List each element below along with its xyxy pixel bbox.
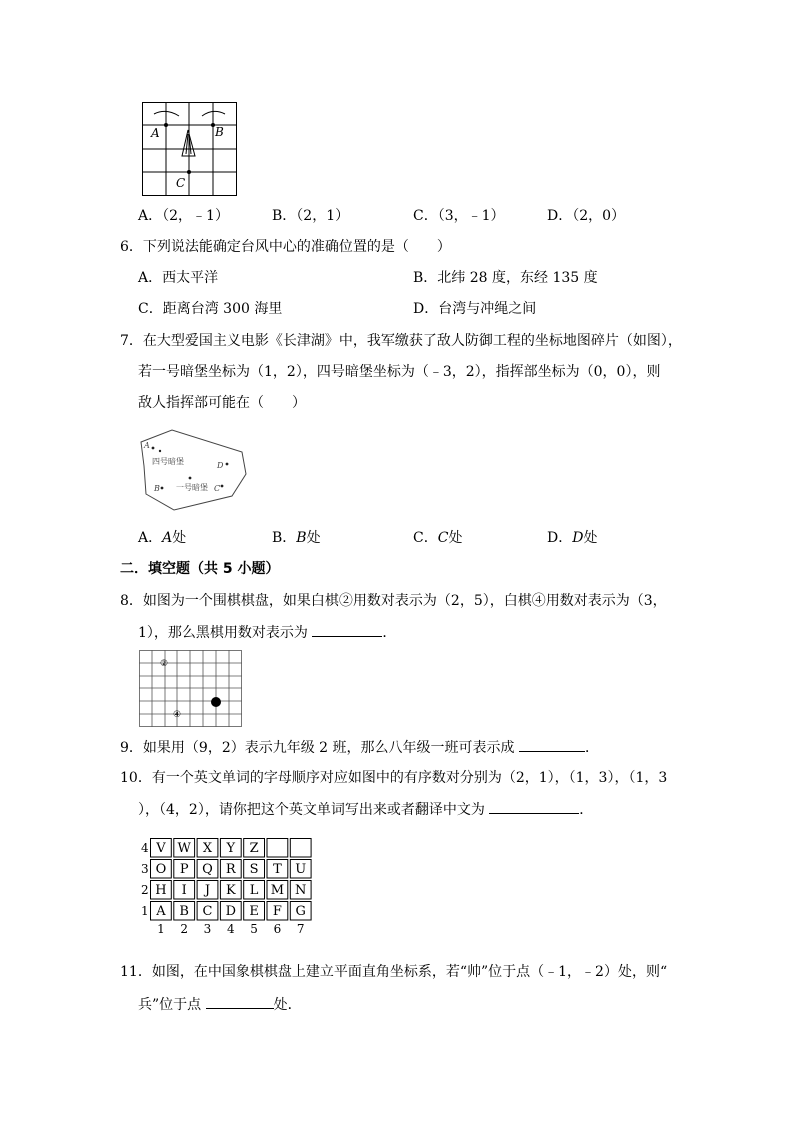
q8-go-board [139,650,243,728]
q5-option-b[interactable]: B．（2，1） [272,208,350,224]
q6-option-c[interactable]: C．距离台湾 300 海里 [138,301,283,317]
grid-row-label: 3 [141,862,149,876]
q7-option-a[interactable]: A．A处 [138,530,187,546]
map-point-b-label: B [154,484,160,493]
point-c-label: C [176,176,186,190]
grid-cell-letter: A [156,904,166,919]
grid-cell-letter: X [202,841,213,856]
grid-cell-box [290,839,311,858]
grid-cell-letter: C [202,904,213,919]
grid-cell-letter: S [249,862,259,877]
point-a-label: A [151,126,160,140]
q11-answer-blank[interactable] [206,994,274,1009]
q6-stem: 6．下列说法能确定台风中心的准确位置的是（ ） [120,239,451,255]
grid-row-label: 4 [141,841,149,855]
q6-option-d[interactable]: D．台湾与冲绳之间 [413,301,537,317]
grid-row-label: 2 [141,883,149,897]
grid-row-label: 1 [141,904,149,918]
section-2-title: 二．填空题（共 5 小题） [120,561,280,577]
q5-option-a[interactable]: A．（2，﹣1） [138,208,229,224]
grid-cell-letter: K [225,883,236,898]
q6-option-a[interactable]: A．西太平洋 [138,270,219,286]
q7-option-b[interactable]: B．B处 [272,530,321,546]
bunker-4-label: 四号暗堡 [152,457,184,466]
grid-cell-box [267,839,288,858]
bunker-1-label: 一号暗堡 [176,483,208,492]
grid-cell-letter: D [225,904,237,919]
black-stone [211,697,221,707]
grid-col-label: 1 [157,922,165,936]
q9-stem: 9．如果用（9，2）表示九年级 2 班，那么八年级一班可表示成 ． [120,737,599,758]
grid-col-label: 6 [273,922,282,936]
q7-option-c[interactable]: C．C处 [413,530,463,546]
grid-cell-letter: N [295,883,307,898]
grid-col-label: 3 [203,922,212,936]
q11-stem-line2: 兵”位于点 处． [138,994,302,1015]
q9-answer-blank[interactable] [519,737,585,752]
grid-col-label: 5 [250,922,258,936]
q7-stem-line3: 敌人指挥部可能在（ ） [138,395,306,411]
grid-cell-letter: P [179,862,189,877]
grid-cell-letter: E [249,904,259,919]
grid-cell-letter: L [249,883,259,898]
grid-col-label: 7 [296,922,305,936]
white-stone-2: ② [160,659,169,669]
point-b-label: B [215,125,224,139]
q7-map-fragment [138,428,248,512]
white-stone-4: ④ [173,710,182,720]
q7-stem-line1: 7．在大型爱国主义电影《长津湖》中，我军缴获了敌人防御工程的坐标地图碎片（如图）， [120,333,682,349]
q10-answer-blank[interactable] [489,799,579,814]
q7-option-d[interactable]: D．D处 [547,530,598,546]
grid-cell-letter: M [270,883,285,898]
map-point-d-label: D [217,461,224,470]
grid-cell-letter: Z [249,841,259,856]
grid-cell-letter: F [272,904,282,919]
grid-cell-letter: T [273,862,282,877]
grid-cell-letter: U [295,862,307,877]
grid-cell-letter: B [179,904,189,919]
q8-stem-line2: 1），那么黑棋用数对表示为 ． [138,622,396,643]
grid-cell-letter: G [295,904,306,919]
q6-option-b[interactable]: B．北纬 28 度，东经 135 度 [413,270,598,286]
grid-cell-letter: H [155,883,167,898]
q7-stem-line2: 若一号暗堡坐标为（1，2），四号暗堡坐标为（﹣3，2），指挥部坐标为（0，0），则 [138,364,661,380]
grid-cell-letter: I [181,883,187,898]
q5-option-c[interactable]: C．（3，﹣1） [413,208,505,224]
grid-col-label: 2 [180,922,189,936]
q11-stem-line1: 11．如图，在中国象棋棋盘上建立平面直角坐标系，若“帅”位于点（﹣1，﹣2）处，则“ [120,964,668,980]
grid-cell-letter: W [177,841,191,856]
q5-option-d[interactable]: D．（2，0） [547,208,626,224]
q10-stem-line2: ），（4，2），请你把这个英文单词写出来或者翻译中文为 ． [138,799,593,820]
grid-cell-letter: R [225,862,236,877]
q10-stem-line1: 10．有一个英文单词的字母顺序对应如图中的有序数对分别为（2，1），（1，3），（1，3 [120,770,668,786]
map-point-a-label: A [144,441,150,450]
q8-answer-blank[interactable] [312,622,382,637]
q8-stem-line1: 8．如图为一个围棋棋盘，如果白棋②用数对表示为（2，5），白棋④用数对表示为（3， [120,593,667,609]
grid-cell-letter: Y [226,841,236,856]
map-point-c-label: C [214,484,221,493]
q5-grid-figure [142,102,238,198]
grid-cell-letter: O [155,862,167,877]
grid-cell-letter: Q [202,862,213,877]
grid-cell-letter: J [204,883,211,898]
grid-col-label: 4 [226,922,235,936]
q10-letter-grid [140,836,312,940]
grid-cell-letter: V [156,841,166,856]
